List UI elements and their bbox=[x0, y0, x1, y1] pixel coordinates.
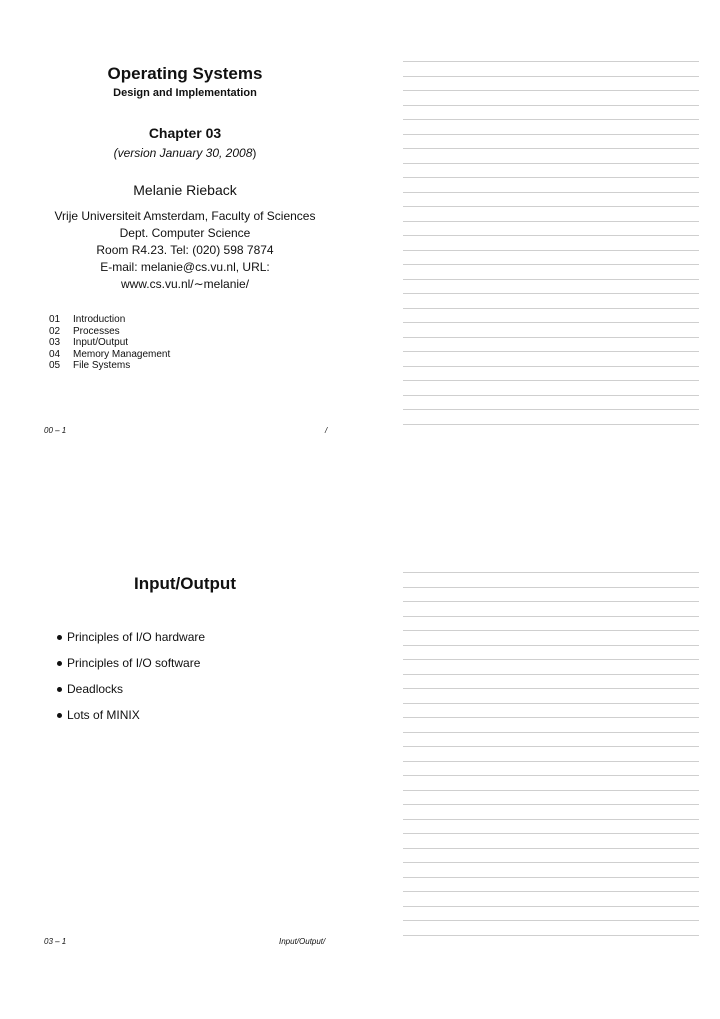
affiliation-line: Vrije Universiteit Amsterdam, Faculty of Sciences bbox=[54, 209, 316, 223]
version-open-paren: ( bbox=[113, 146, 118, 160]
notes-area-slide2 bbox=[403, 572, 699, 938]
toc-number: 01 bbox=[49, 314, 61, 325]
note-line bbox=[403, 308, 699, 309]
note-line bbox=[403, 732, 699, 733]
affiliation-line: Room R4.23. Tel: (020) 598 7874 bbox=[96, 243, 274, 257]
toc-item bbox=[49, 349, 170, 361]
note-line bbox=[403, 587, 699, 588]
slide1-toc bbox=[49, 314, 170, 372]
note-line bbox=[403, 688, 699, 689]
bullet-text: Deadlocks bbox=[67, 682, 124, 696]
note-line bbox=[403, 819, 699, 820]
slide2-bullet-list bbox=[57, 624, 205, 728]
slide1-author: Melanie Rieback bbox=[133, 182, 237, 198]
note-line bbox=[403, 775, 699, 776]
note-line bbox=[403, 746, 699, 747]
note-line bbox=[403, 322, 699, 323]
note-line bbox=[403, 761, 699, 762]
note-line bbox=[403, 192, 699, 193]
toc-label: Memory Management bbox=[73, 348, 171, 360]
note-line bbox=[403, 148, 699, 149]
toc-item bbox=[49, 360, 170, 372]
slide2-title: Input/Output bbox=[134, 574, 236, 593]
toc-label: Introduction bbox=[73, 314, 126, 325]
note-line bbox=[403, 235, 699, 236]
note-line bbox=[403, 424, 699, 425]
note-line bbox=[403, 717, 699, 718]
note-line bbox=[403, 221, 699, 222]
bullet-item bbox=[57, 624, 205, 650]
note-line bbox=[403, 366, 699, 367]
toc-label: Input/Output bbox=[73, 337, 129, 349]
toc-number: 05 bbox=[49, 360, 61, 372]
note-line bbox=[403, 337, 699, 338]
note-line bbox=[403, 279, 699, 280]
toc-number: 04 bbox=[49, 348, 61, 360]
note-line bbox=[403, 250, 699, 251]
note-line bbox=[403, 90, 699, 91]
note-line bbox=[403, 76, 699, 77]
slide2-footer-section: Input/Output/ bbox=[279, 937, 326, 946]
version-close-paren: ) bbox=[252, 146, 257, 160]
note-line bbox=[403, 790, 699, 791]
note-line bbox=[403, 935, 699, 936]
slide1-footer-section: / bbox=[325, 426, 328, 435]
note-line bbox=[403, 601, 699, 602]
toc-number: 02 bbox=[49, 325, 61, 337]
notes-area-slide1 bbox=[403, 61, 699, 427]
slide1-affiliation bbox=[30, 208, 340, 293]
bullet-item bbox=[57, 702, 205, 728]
toc-item bbox=[49, 337, 170, 349]
note-line bbox=[403, 293, 699, 294]
bullet-icon bbox=[57, 713, 62, 718]
note-line bbox=[403, 264, 699, 265]
note-line bbox=[403, 920, 699, 921]
bullet-text: Principles of I/O hardware bbox=[67, 630, 206, 644]
bullet-icon bbox=[57, 661, 62, 666]
slide1-title: Operating Systems bbox=[107, 64, 263, 83]
bullet-text: Lots of MINIX bbox=[67, 708, 140, 722]
note-line bbox=[403, 61, 699, 62]
note-line bbox=[403, 645, 699, 646]
toc-item bbox=[49, 326, 170, 338]
affiliation-line: E-mail: melanie@cs.vu.nl, URL: bbox=[100, 260, 270, 274]
slide1-chapter: Chapter 03 bbox=[148, 125, 222, 141]
note-line bbox=[403, 906, 699, 907]
bullet-icon bbox=[57, 635, 62, 640]
note-line bbox=[403, 380, 699, 381]
slide1-version bbox=[30, 146, 340, 160]
note-line bbox=[403, 848, 699, 849]
note-line bbox=[403, 177, 699, 178]
note-line bbox=[403, 572, 699, 573]
note-line bbox=[403, 119, 699, 120]
note-line bbox=[403, 395, 699, 396]
toc-label: File Systems bbox=[73, 360, 131, 372]
affiliation-line: Dept. Computer Science bbox=[119, 226, 251, 240]
bullet-text: Principles of I/O software bbox=[67, 656, 201, 670]
toc-item bbox=[49, 314, 170, 326]
toc-label: Processes bbox=[73, 325, 120, 337]
note-line bbox=[403, 206, 699, 207]
note-line bbox=[403, 616, 699, 617]
note-line bbox=[403, 163, 699, 164]
note-line bbox=[403, 659, 699, 660]
note-line bbox=[403, 409, 699, 410]
note-line bbox=[403, 351, 699, 352]
note-line bbox=[403, 804, 699, 805]
slide2-footer-page: 03 – 1 bbox=[44, 937, 67, 946]
note-line bbox=[403, 833, 699, 834]
bullet-icon bbox=[57, 687, 62, 692]
note-line bbox=[403, 703, 699, 704]
toc-number: 03 bbox=[49, 337, 61, 349]
affiliation-line: www.cs.vu.nl/∼melanie/ bbox=[120, 277, 250, 291]
note-line bbox=[403, 891, 699, 892]
note-line bbox=[403, 630, 699, 631]
note-line bbox=[403, 674, 699, 675]
version-text: version January 30, 2008 bbox=[117, 146, 253, 160]
bullet-item bbox=[57, 650, 205, 676]
note-line bbox=[403, 105, 699, 106]
note-line bbox=[403, 134, 699, 135]
note-line bbox=[403, 862, 699, 863]
bullet-item bbox=[57, 676, 205, 702]
note-line bbox=[403, 877, 699, 878]
slide1-subtitle: Design and Implementation bbox=[113, 87, 257, 99]
slide1-footer-page: 00 – 1 bbox=[44, 426, 67, 435]
